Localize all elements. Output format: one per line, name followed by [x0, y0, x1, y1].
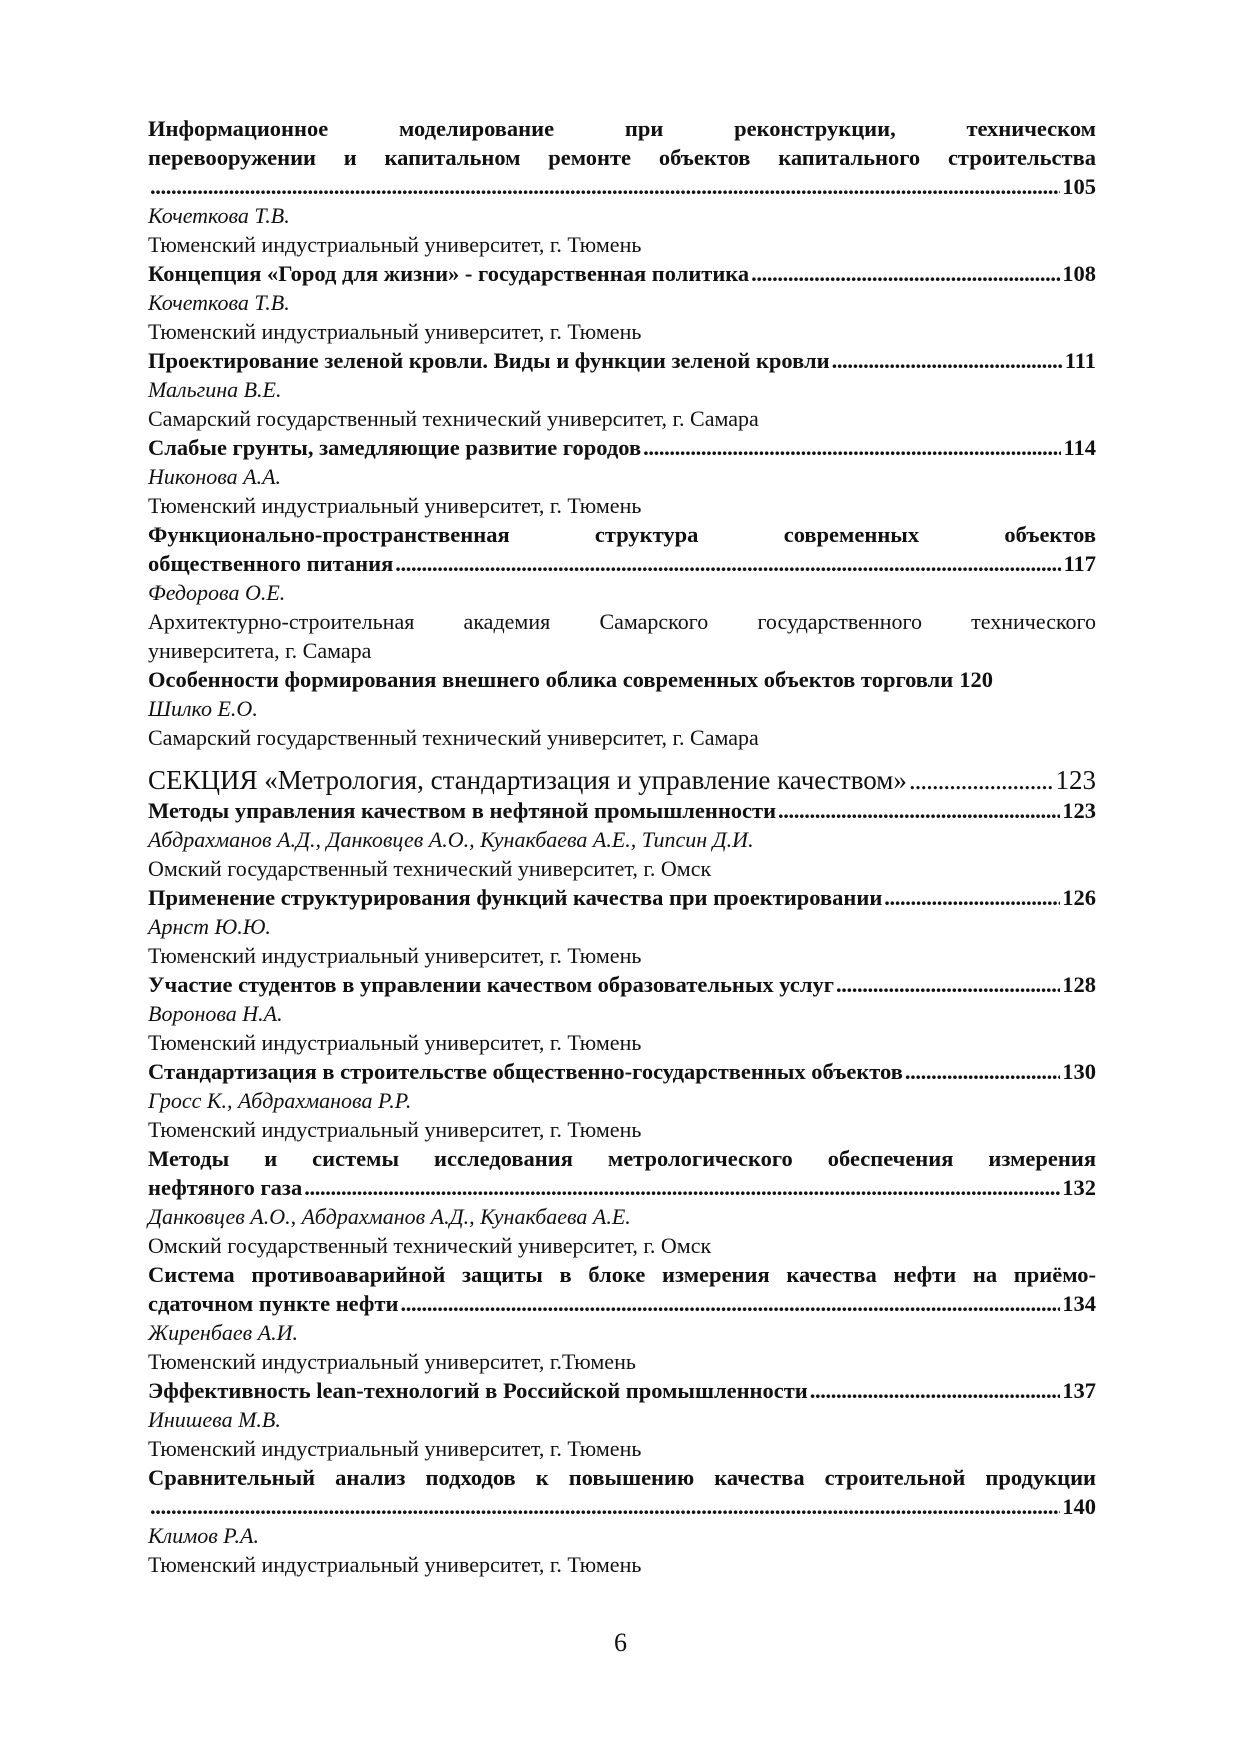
leader-dots — [150, 1492, 1060, 1521]
toc-entry — [148, 1057, 1096, 1144]
entry-affiliation: Тюменский индустриальный университет, г. Тюмень — [148, 493, 642, 518]
entry-title[interactable] — [148, 1376, 1096, 1405]
entry-author: Кочеткова Т.В. — [148, 203, 290, 228]
entry-author: Данковцев А.О., Абдрахманов А.Д., Кунакбаева А.Е. — [148, 1204, 631, 1229]
leader-dots — [304, 1173, 1060, 1202]
entry-title-text: Эффективность lean-технологий в Российской промышленности — [148, 1378, 808, 1403]
entry-title-text: Проектирование зеленой кровли. Виды и функции зеленой кровли — [148, 348, 830, 373]
entry-affiliation: Тюменский индустриальный университет, г. Тюмень — [148, 319, 642, 344]
leader-dots — [909, 764, 1054, 796]
entry-author: Абдрахманов А.Д., Данковцев А.О., Кунакбаева А.Е., Типсин Д.И. — [148, 827, 754, 852]
entry-title[interactable] — [148, 433, 1096, 462]
toc-entry — [148, 346, 1096, 433]
section-heading[interactable] — [148, 764, 1096, 796]
entry-author: Федорова О.Е. — [148, 580, 286, 605]
entry-title-text: Методы управления качеством в нефтяной промышленности — [148, 798, 777, 823]
entry-page-number: 108 — [1062, 261, 1096, 286]
toc-entry — [148, 259, 1096, 346]
leader-dots — [751, 259, 1060, 288]
entry-affiliation: Самарский государственный технический университет, г. Самара — [148, 725, 759, 750]
entry-title[interactable] — [148, 114, 1096, 201]
entry-title-line — [148, 1492, 1096, 1521]
entry-title-line: Система противоаварийной защиты в блоке измерения качества нефти на приёмо- — [148, 1262, 1096, 1287]
leader-dots — [810, 1376, 1060, 1405]
entry-title-text: Слабые грунты, замедляющие развитие городов — [148, 435, 642, 460]
entry-affiliation: Тюменский индустриальный университет, г. Тюмень — [148, 1552, 642, 1577]
entry-author: Инишева М.В. — [148, 1407, 281, 1432]
table-of-contents — [148, 114, 1096, 1579]
entry-title[interactable] — [148, 796, 1096, 825]
toc-entry — [148, 433, 1096, 520]
entry-title-text: Участие студентов в управлении качеством образовательных услуг — [148, 972, 834, 997]
leader-dots — [778, 796, 1060, 825]
entry-title-line — [148, 1289, 1096, 1318]
entry-title-line — [148, 549, 1096, 578]
entry-title[interactable] — [148, 665, 1096, 694]
entry-author: Жиренбаев А.И. — [148, 1320, 299, 1345]
entry-title[interactable] — [148, 1463, 1096, 1521]
toc-entry — [148, 1376, 1096, 1463]
entry-title-line: Функционально-пространственная структура современных объектов — [148, 522, 1096, 547]
toc-entry — [148, 796, 1096, 883]
leader-dots — [884, 883, 1060, 912]
entry-title[interactable] — [148, 1057, 1096, 1086]
entry-author: Мальгина В.Е. — [148, 377, 282, 402]
entry-affiliation: Тюменский индустриальный университет, г. Тюмень — [148, 232, 642, 257]
toc-entry — [148, 1260, 1096, 1376]
entry-author: Климов Р.А. — [148, 1523, 259, 1548]
entry-title-text: нефтяного газа — [148, 1175, 303, 1200]
entry-affiliation: Омский государственный технический университет, г. Омск — [148, 856, 712, 881]
entry-title-text: Концепция «Город для жизни» - государственная политика — [148, 261, 750, 286]
entry-author: Кочеткова Т.В. — [148, 290, 290, 315]
entry-affiliation: Архитектурно-строительная академия Самарского государственного технического — [148, 609, 1096, 634]
entry-page-number: 117 — [1063, 551, 1096, 576]
leader-dots — [395, 549, 1061, 578]
entry-author: Арнст Ю.Ю. — [148, 914, 271, 939]
leader-dots — [905, 1057, 1060, 1086]
entry-title[interactable] — [148, 346, 1096, 375]
entry-affiliation: университета, г. Самара — [148, 638, 372, 663]
entry-page-number: 140 — [1062, 1494, 1096, 1519]
page-number-footer: 6 — [614, 1628, 627, 1657]
toc-entry — [148, 665, 1096, 752]
toc-entry — [148, 883, 1096, 970]
entry-affiliation: Тюменский индустриальный университет, г.Тюмень — [148, 1349, 636, 1374]
section-title: СЕКЦИЯ «Метрология, стандартизация и управление качеством» — [148, 765, 907, 795]
entry-title-text: Стандартизация в строительстве общественно-государственных объектов — [148, 1059, 903, 1084]
entry-affiliation: Тюменский индустриальный университет, г. Тюмень — [148, 1030, 642, 1055]
entry-title[interactable] — [148, 259, 1096, 288]
entry-page-number: 132 — [1062, 1175, 1096, 1200]
toc-entry — [148, 970, 1096, 1057]
entry-title-line: Информационное моделирование при реконструкции, техническом — [148, 116, 1096, 141]
entry-title-text: сдаточном пункте нефти — [148, 1291, 399, 1316]
entry-page-number: 123 — [1062, 798, 1096, 823]
entry-title-line: перевооружении и капитальном ремонте объектов капитального строительства — [148, 145, 1096, 170]
toc-entry — [148, 114, 1096, 259]
entry-title[interactable] — [148, 1144, 1096, 1202]
entry-author: Гросс К., Абдрахманова Р.Р. — [148, 1088, 412, 1113]
entry-page-number: 120 — [959, 667, 993, 692]
leader-dots — [643, 433, 1061, 462]
entry-title-line — [148, 1173, 1096, 1202]
entry-title[interactable] — [148, 520, 1096, 578]
toc-entry — [148, 1144, 1096, 1260]
entry-title[interactable] — [148, 970, 1096, 999]
entry-affiliation: Тюменский индустриальный университет, г. Тюмень — [148, 1117, 642, 1142]
section-page-number: 123 — [1055, 765, 1096, 795]
entry-title-line — [148, 172, 1096, 201]
entry-affiliation: Самарский государственный технический университет, г. Самара — [148, 406, 759, 431]
entry-page-number: 105 — [1062, 174, 1096, 199]
toc-entry — [148, 1463, 1096, 1579]
entry-title[interactable] — [148, 883, 1096, 912]
entry-affiliation: Тюменский индустриальный университет, г. Тюмень — [148, 943, 642, 968]
entry-page-number: 126 — [1062, 885, 1096, 910]
entry-title-text: Применение структурирования функций качества при проектировании — [148, 885, 883, 910]
leader-dots — [401, 1289, 1061, 1318]
entry-affiliation: Тюменский индустриальный университет, г. Тюмень — [148, 1436, 642, 1461]
entry-title-text: Особенности формирования внешнего облика современных объектов торговли — [148, 667, 954, 692]
entry-author: Никонова А.А. — [148, 464, 282, 489]
entry-affiliation: Омский государственный технический университет, г. Омск — [148, 1233, 712, 1258]
entry-page-number: 114 — [1063, 435, 1096, 460]
toc-entry — [148, 520, 1096, 665]
entry-title-line: Методы и системы исследования метрологического обеспечения измерения — [148, 1146, 1096, 1171]
entry-page-number: 134 — [1062, 1291, 1096, 1316]
entry-page-number: 130 — [1062, 1059, 1096, 1084]
entry-title[interactable] — [148, 1260, 1096, 1318]
entry-author: Шилко Е.О. — [148, 696, 258, 721]
leader-dots — [150, 172, 1060, 201]
entry-page-number: 137 — [1062, 1378, 1096, 1403]
entry-page-number: 128 — [1062, 972, 1096, 997]
entry-title-text: общественного питания — [148, 551, 394, 576]
entry-title-line: Сравнительный анализ подходов к повышению качества строительной продукции — [148, 1465, 1096, 1490]
leader-dots — [836, 970, 1060, 999]
entry-page-number: 111 — [1064, 348, 1096, 373]
entry-author: Воронова Н.А. — [148, 1001, 283, 1026]
leader-dots — [832, 346, 1063, 375]
